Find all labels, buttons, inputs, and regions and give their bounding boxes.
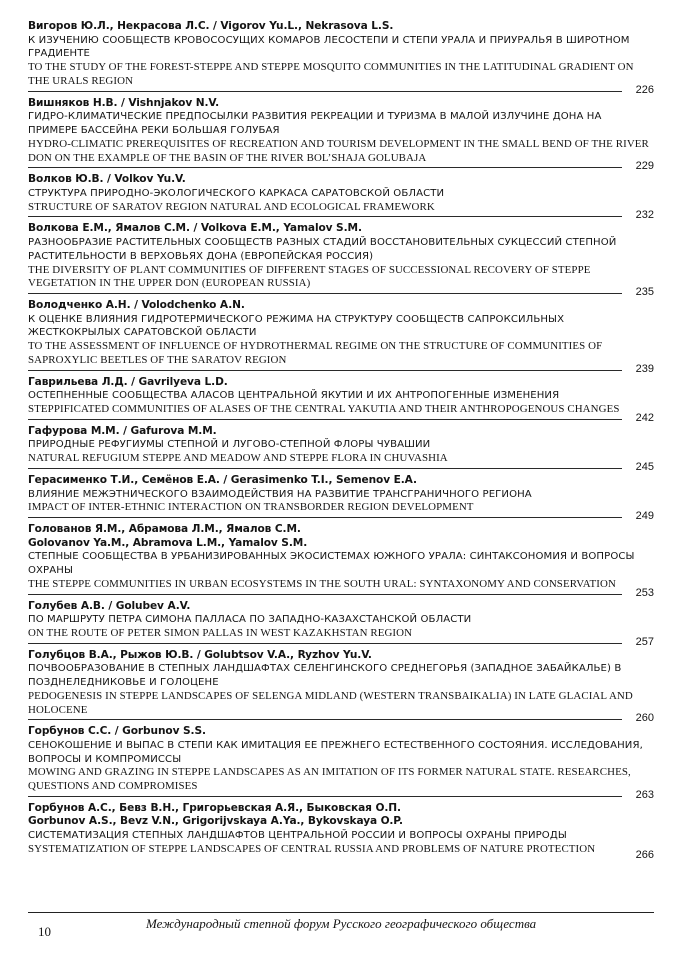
toc-entry (28, 97, 654, 172)
toc-entry (28, 474, 654, 521)
entry-divider (28, 719, 622, 720)
entry-authors-latin: Golovanov Ya.M., Abramova L.M., Yamalov S.M. (28, 536, 308, 549)
entry-title-ru: ОСТЕПНЕННЫЕ СООБЩЕСТВА АЛАСОВ ЦЕНТРАЛЬНОЙ ЯКУТИИ И ИХ АНТРОПОГЕННЫЕ ИЗМЕНЕНИЯ (28, 390, 560, 402)
entry-page-number: 235 (635, 286, 654, 299)
entry-authors: Гафурова М.М. / Gafurova M.M. (28, 424, 217, 437)
entry-page-number: 260 (635, 712, 654, 725)
entry-title-ru: СТРУКТУРА ПРИРОДНО-ЭКОЛОГИЧЕСКОГО КАРКАСА САРАТОВСКОЙ ОБЛАСТИ (28, 187, 445, 199)
entry-authors: Волков Ю.В. / Volkov Yu.V. (28, 173, 186, 186)
entry-authors: Герасименко Т.И., Семёнов Е.А. / Gerasimenko T.I., Semenov E.A. (28, 474, 417, 487)
toc-entry (28, 725, 654, 800)
entry-title-ru: К ОЦЕНКЕ ВЛИЯНИЯ ГИДРОТЕРМИЧЕСКОГО РЕЖИМА НА СТРУКТУРУ СООБЩЕСТВ САПРОКСИЛЬНЫХ ЖЕСТКОКРЫЛЫХ САРАТОВСКОЙ ОБЛАСТИ (28, 313, 565, 339)
entry-title-ru: ГИДРО-КЛИМАТИЧЕСКИЕ ПРЕДПОСЫЛКИ РАЗВИТИЯ РЕКРЕАЦИИ И ТУРИЗМА В МАЛОЙ ИЗЛУЧИНЕ ДОНА НА ПРИМЕРЕ БАССЕЙНА РЕКИ БОЛЬШАЯ ГОЛУБАЯ (28, 111, 602, 136)
entry-title-ru: РАЗНООБРАЗИЕ РАСТИТЕЛЬНЫХ СООБЩЕСТВ РАЗНЫХ СТАДИЙ ВОССТАНОВИТЕЛЬНЫХ СУКЦЕССИЙ СТЕПНОЙ РАСТИТЕЛЬНОСТИ В ВЕРХОВЬЯХ ДОНА (ЕВРОПЕЙСКАЯ РОССИЯ) (28, 236, 617, 262)
toc-entry (28, 299, 654, 374)
entry-page-number: 242 (635, 411, 654, 424)
entry-title-en: HYDRO-CLIMATIC PREREQUISITES OF RECREATION AND TOURISM DEVELOPMENT IN THE SMALL BEND OF THE RIVER DON ON THE EXAMPLE OF THE BASIN OF THE RIVER BOL’SHAJA GOLUBAJA (28, 137, 649, 164)
entry-authors: Горбунов А.С., Бевз В.Н., Григорьевская А.Я., Быковская О.П. (28, 801, 401, 814)
entry-authors: Голубцов В.А., Рыжов Ю.В. / Golubtsov V.A., Ryzhov Yu.V. (28, 648, 372, 661)
entry-authors: Голованов Я.М., Абрамова Л.М., Ямалов С.М. (28, 523, 301, 536)
entry-title-ru: ПО МАРШРУТУ ПЕТРА СИМОНА ПАЛЛАСА ПО ЗАПАДНО-КАЗАХСТАНСКОЙ ОБЛАСТИ (28, 614, 472, 626)
entry-divider (28, 643, 622, 644)
entry-title-en: PEDOGENESIS IN STEPPE LANDSCAPES OF SELENGA MIDLAND (WESTERN TRANSBAIKALIA) IN LATE GLACIAL AND HOLOCENE (28, 689, 633, 716)
entry-title-ru: СЕНОКОШЕНИЕ И ВЫПАС В СТЕПИ КАК ИМИТАЦИЯ ЕЕ ПРЕЖНЕГО ЕСТЕСТВЕННОГО СОСТОЯНИЯ. ИССЛЕДОВАНИЯ, ВОПРОСЫ И КОМПРОМИССЫ (28, 739, 643, 765)
entry-authors: Вишняков Н.В. / Vishnjakov N.V. (28, 96, 220, 109)
toc-entry (28, 20, 654, 95)
toc-entry (28, 600, 654, 647)
toc-entry (28, 173, 654, 220)
entry-page-number: 266 (635, 848, 654, 861)
entry-page-number: 226 (635, 83, 654, 96)
entry-title-en: THE STEPPE COMMUNITIES IN URBAN ECOSYSTEMS IN THE SOUTH URAL: SYNTAXONOMY AND CONSERVATION (28, 577, 616, 590)
entry-divider (28, 216, 622, 217)
entry-title-en: ON THE ROUTE OF PETER SIMON PALLAS IN WEST KAZAKHSTAN REGION (28, 626, 413, 639)
page-footer (28, 912, 654, 942)
entry-authors: Вигоров Ю.Л., Некрасова Л.С. / Vigorov Yu.L., Nekrasova L.S. (28, 20, 394, 32)
entry-authors: Володченко А.Н. / Volodchenko A.N. (28, 299, 245, 312)
entry-title-en: TO THE STUDY OF THE FOREST-STEPPE AND STEPPE MOSQUITO COMMUNITIES IN THE LATITUDINAL GRADIENT ON THE URALS REGION (28, 61, 634, 87)
entry-divider (28, 293, 622, 294)
entry-page-number: 249 (635, 510, 654, 523)
entry-divider (28, 91, 622, 92)
running-title: Международный степной форум Русского географического общества (146, 916, 537, 931)
toc-entry (28, 425, 654, 472)
entry-title-en: STEPPIFICATED COMMUNITIES OF ALASES OF THE CENTRAL YAKUTIA AND THEIR ANTHROPOGENOUS CHANGES (28, 403, 620, 416)
entry-authors: Гаврильева Л.Д. / Gavrilyeva L.D. (28, 375, 228, 388)
entry-divider (28, 468, 622, 469)
entry-divider (28, 419, 622, 420)
entry-divider (28, 594, 622, 595)
entry-page-number: 229 (635, 160, 654, 173)
entry-title-en: SYSTEMATIZATION OF STEPPE LANDSCAPES OF CENTRAL RUSSIA AND PROBLEMS OF NATURE PROTECTION (28, 842, 596, 855)
entry-title-ru: СИСТЕМАТИЗАЦИЯ СТЕПНЫХ ЛАНДШАФТОВ ЦЕНТРАЛЬНОЙ РОССИИ И ВОПРОСЫ ОХРАНЫ ПРИРОДЫ (28, 829, 567, 841)
table-of-contents (28, 20, 654, 862)
entry-title-ru: ВЛИЯНИЕ МЕЖЭТНИЧЕСКОГО ВЗАИМОДЕЙСТВИЯ НА РАЗВИТИЕ ТРАНСГРАНИЧНОГО РЕГИОНА (28, 488, 532, 500)
toc-entry (28, 222, 654, 297)
entry-authors: Горбунов С.С. / Gorbunov S.S. (28, 725, 206, 738)
toc-entry (28, 523, 654, 597)
entry-page-number: 232 (635, 209, 654, 222)
entry-authors: Волкова Е.М., Ямалов С.М. / Volkova E.M., Yamalov S.M. (28, 222, 362, 235)
entry-title-ru: ПОЧВООБРАЗОВАНИЕ В СТЕПНЫХ ЛАНДШАФТАХ СЕЛЕНГИНСКОГО СРЕДНЕГОРЬЯ (ЗАПАДНОЕ ЗАБАЙКАЛЬЕ) В ПОЗДНЕЛЕДНИКОВЬЕ И ГОЛОЦЕНЕ (28, 663, 622, 688)
entry-divider (28, 370, 622, 371)
entry-authors: Голубев А.В. / Golubev A.V. (28, 599, 191, 612)
entry-divider (28, 517, 622, 518)
entry-page-number: 257 (635, 635, 654, 648)
entry-title-en: TO THE ASSESSMENT OF INFLUENCE OF HYDROTHERMAL REGIME ON THE STRUCTURE OF COMMUNITIES OF SAPROXYLIC BEETLES OF THE SARATOV REGION (28, 340, 603, 367)
page-number: 10 (38, 924, 51, 939)
entry-title-en: IMPACT OF INTER-ETHNIC INTERACTION ON TRANSBORDER REGION DEVELOPMENT (28, 501, 474, 514)
toc-entry (28, 376, 654, 423)
toc-entry (28, 649, 654, 724)
entry-page-number: 239 (635, 362, 654, 375)
entry-authors-latin: Gorbunov A.S., Bevz V.N., Grigorijvskaya A.Ya., Bykovskaya O.P. (28, 815, 403, 828)
entry-page-number: 245 (635, 461, 654, 474)
entry-divider (28, 167, 622, 168)
entry-title-en: NATURAL REFUGIUM STEPPE AND MEADOW AND STEPPE FLORA IN CHUVASHIA (28, 452, 448, 465)
entry-divider (28, 796, 622, 797)
entry-title-en: STRUCTURE OF SARATOV REGION NATURAL AND ECOLOGICAL FRAMEWORK (28, 200, 435, 213)
entry-title-en: THE DIVERSITY OF PLANT COMMUNITIES OF DIFFERENT STAGES OF SUCCESSIONAL RECOVERY OF STEPPE VEGETATION IN THE UPPER DON (EUROPEAN RUSSIA) (28, 263, 591, 290)
footer-rule (28, 912, 654, 913)
toc-entry (28, 802, 654, 860)
entry-title-ru: СТЕПНЫЕ СООБЩЕСТВА В УРБАНИЗИРОВАННЫХ ЭКОСИСТЕМАХ ЮЖНОГО УРАЛА: СИНТАКСОНОМИЯ И ВОПРОСЫ ОХРАНЫ (28, 551, 635, 576)
entry-title-ru: К ИЗУЧЕНИЮ СООБЩЕСТВ КРОВОСОСУЩИХ КОМАРОВ ЛЕСОСТЕПИ И СТЕПИ УРАЛА И ПРИУРАЛЬЯ В ШИРОТНОМ ГРАДИЕНТЕ (28, 34, 630, 60)
entry-page-number: 263 (635, 788, 654, 801)
entry-title-ru: ПРИРОДНЫЕ РЕФУГИУМЫ СТЕПНОЙ И ЛУГОВО-СТЕПНОЙ ФЛОРЫ ЧУВАШИИ (28, 439, 431, 451)
entry-page-number: 253 (635, 586, 654, 599)
entry-title-en: MOWING AND GRAZING IN STEPPE LANDSCAPES AS AN IMITATION OF ITS FORMER NATURAL STATE. RESEARCHES, QUESTIONS AND COMPROMISES (28, 766, 631, 793)
